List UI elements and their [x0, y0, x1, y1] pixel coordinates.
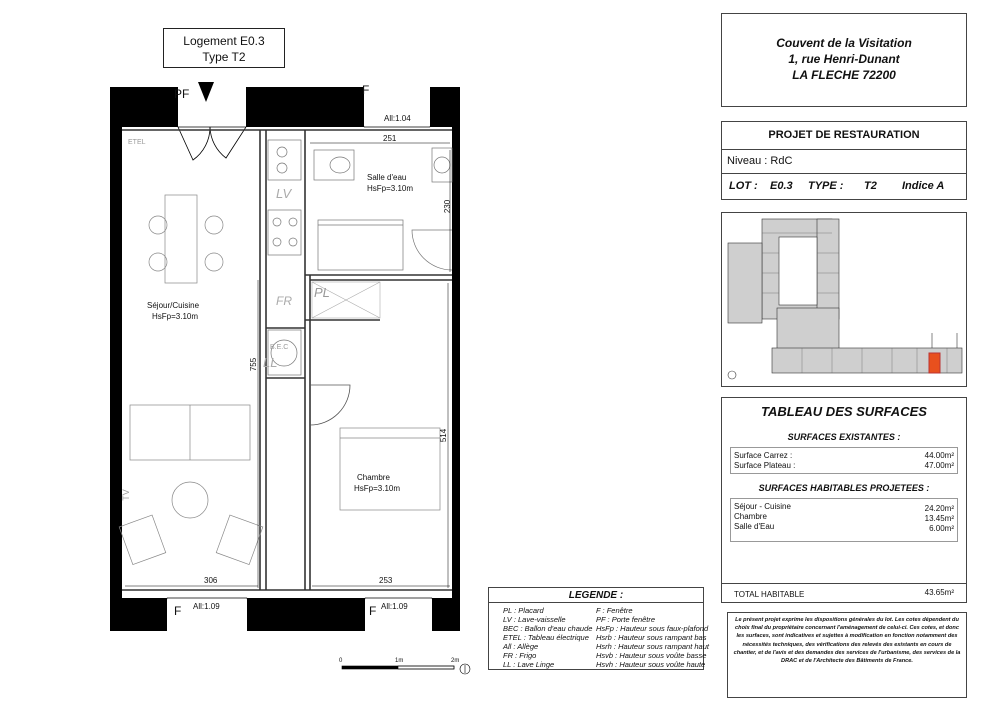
pl-label: PL: [314, 285, 330, 300]
legend-item: Hsvh : Hauteur sous voûte haute: [596, 660, 706, 669]
legend-item: FR : Frigo: [503, 651, 537, 660]
legend-item: ETEL : Tableau électrique: [503, 633, 589, 642]
scale-zero: 0: [339, 658, 343, 664]
allege-bottom-left: All:1.09: [193, 602, 220, 611]
address-box: [721, 13, 967, 107]
surfaces-box: [721, 397, 967, 603]
room-chambre-name: Chambre: [357, 473, 390, 482]
legend-item: LV : Lave-vaisselle: [503, 615, 566, 624]
legend-item: PL : Placard: [503, 606, 544, 615]
wall-bottom-right: [432, 598, 460, 631]
disclaimer-box: [727, 612, 967, 698]
project-niveau: Niveau : RdC: [727, 155, 793, 167]
type-label: TYPE :: [808, 180, 844, 192]
legend-box: [488, 587, 709, 670]
lot-label: LOT :: [729, 180, 758, 192]
projected-title: SURFACES HABITABLES PROJETEES :: [758, 483, 930, 493]
project-title: PROJET DE RESTAURATION: [768, 129, 920, 141]
projected-row-label: Chambre: [734, 512, 767, 521]
room-sde-height: HsFp=3.10m: [367, 184, 414, 193]
lot-highlight: [929, 353, 940, 373]
allege-top: All:1.04: [384, 114, 411, 123]
indice: Indice A: [902, 180, 945, 192]
wall-top-right: [430, 87, 460, 127]
north-arrow-icon: [728, 371, 736, 379]
dim-251: 251: [383, 134, 397, 143]
scale-one: 1m: [395, 658, 404, 664]
f-top-label: F: [362, 83, 370, 97]
unit-title-line1: Logement E0.3: [183, 34, 265, 48]
unit-title-line2: Type T2: [202, 50, 246, 64]
dim-514: 514: [439, 428, 449, 443]
wall-bottom-left: [110, 598, 167, 631]
existing-row-value: 44.00m²: [924, 451, 954, 460]
fr-label: FR: [276, 294, 292, 308]
wall-left: [110, 127, 122, 605]
etel-label: ETEL: [128, 139, 146, 146]
bec-label: B.E.C: [270, 344, 289, 351]
pf-label: PF: [174, 87, 190, 101]
room-sejour-name: Séjour/Cuisine: [147, 301, 200, 310]
scale-bar: [334, 662, 474, 676]
wall-top-mid: [246, 87, 364, 127]
existing-title: SURFACES EXISTANTES :: [787, 432, 901, 442]
wall-right: [452, 127, 460, 605]
scale-two: 2m: [451, 658, 460, 664]
dim-253: 253: [379, 576, 393, 585]
legend-item: All : Allège: [503, 642, 539, 651]
site-plan: [722, 213, 966, 386]
address-line2: 1, rue Henri-Dunant: [788, 52, 900, 66]
f-bottom-right-label: F: [369, 604, 377, 618]
floor-plan: [0, 0, 480, 640]
legend-item: Hsvb : Hauteur sous voûte basse: [596, 651, 707, 660]
address-line1: Couvent de la Visitation: [776, 36, 912, 50]
lv-label: LV: [276, 186, 292, 201]
projected-row-value: 24.20m²: [924, 504, 954, 513]
address-line3: LA FLECHE 72200: [792, 68, 896, 82]
lot-value: E0.3: [770, 180, 793, 192]
allege-bottom-right: All:1.09: [381, 602, 408, 611]
projected-row-value: 6.00m²: [929, 524, 954, 533]
disclaimer-text: Le présent projet exprime les dispositions générales du lot. Les cotes dépendent du choix final du propriétaire concernant l'aménagement de celui-ci. Ces cotes, et donc les surfaces, sont indicatives et sujettes à modification en fonction notamment des nécessités techniques, des vérifications des relevés des existants en cours de chantier, et de l'avis et des demandes des services de l'urbanisme, des services de la DRAC et de l'Architecte des Bâtiments de France.: [733, 617, 961, 665]
walls: [110, 87, 460, 631]
legend-item: LL : Lave Linge: [503, 660, 555, 669]
dim-755: 755: [249, 357, 259, 372]
legend-item: Hsrb : Hauteur sous rampant bas: [596, 633, 707, 642]
legend-item: PF : Porte fenêtre: [596, 615, 656, 624]
legend-title: LEGENDE :: [568, 590, 624, 601]
legend-item: F : Fenêtre: [596, 606, 633, 615]
legend-item: Hsrh : Hauteur sous rampant haut: [596, 642, 709, 651]
dim-306: 306: [204, 576, 218, 585]
total-label: TOTAL HABITABLE: [734, 590, 805, 599]
room-sde-name: Salle d'eau: [367, 173, 407, 182]
project-box: [721, 121, 967, 200]
wall-bottom-mid: [247, 598, 365, 631]
legend-item: HsFp : Hauteur sous faux-plafond: [596, 624, 709, 633]
room-sejour-height: HsFp=3.10m: [152, 312, 199, 321]
wall-top-left: [110, 87, 178, 127]
room-chambre-height: HsFp=3.10m: [354, 484, 401, 493]
ll-label: LL: [263, 355, 278, 370]
f-bottom-left-label: F: [174, 604, 182, 618]
legend-item: BEC : Ballon d'eau chaude: [503, 624, 593, 633]
site-plan-box: [721, 212, 967, 387]
projected-row-label: Séjour - Cuisine: [734, 502, 791, 511]
type-value: T2: [864, 180, 877, 192]
total-value: 43.65m²: [924, 588, 954, 597]
dim-230: 230: [443, 199, 453, 214]
surfaces-title: TABLEAU DES SURFACES: [761, 404, 927, 419]
projected-row-label: Salle d'Eau: [734, 522, 775, 531]
existing-row-label: Surface Plateau :: [734, 461, 796, 470]
tv-label: TV: [120, 489, 131, 501]
existing-row-value: 47.00m²: [924, 461, 954, 470]
existing-row-label: Surface Carrez :: [734, 451, 793, 460]
projected-row-value: 13.45m²: [924, 514, 954, 523]
entrance-arrow-icon: [198, 82, 214, 102]
unit-title-box: [163, 28, 285, 68]
